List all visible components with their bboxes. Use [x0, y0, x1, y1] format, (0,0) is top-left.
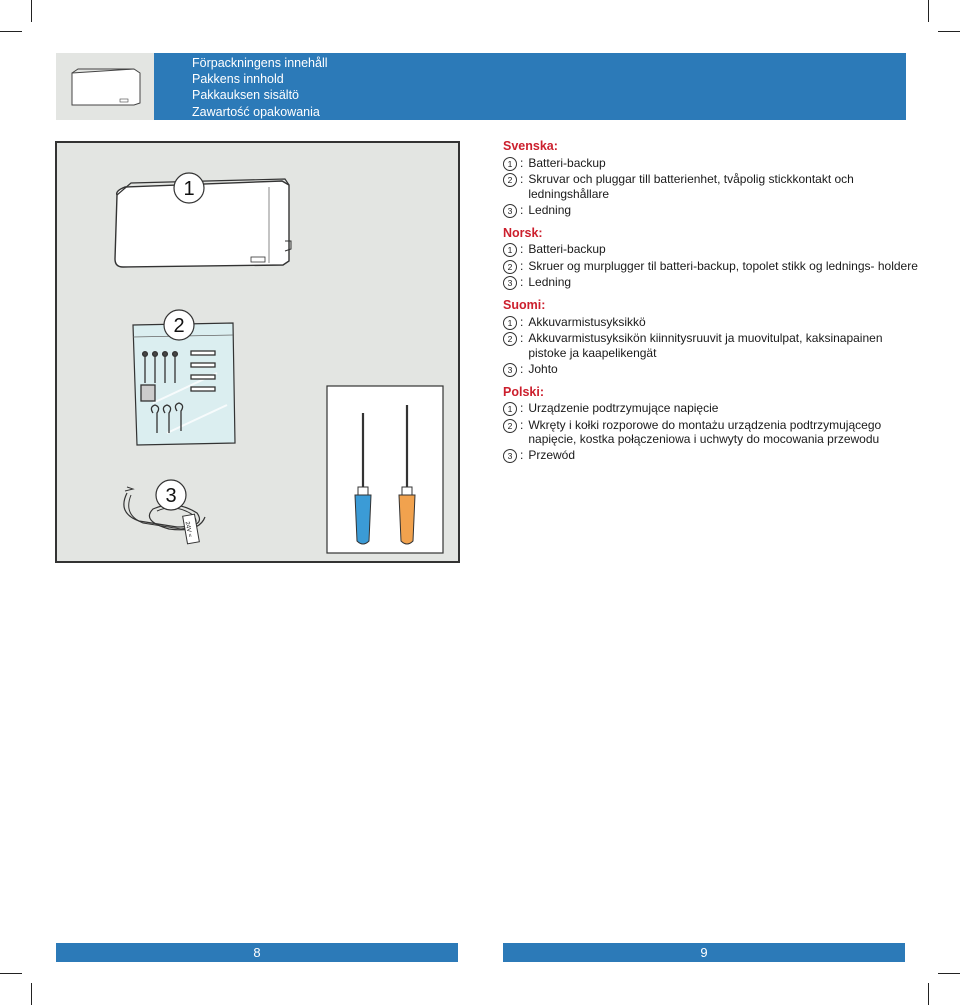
footer-bar-left — [56, 943, 458, 962]
section-finnish — [503, 298, 923, 377]
crop-mark — [928, 0, 929, 22]
crop-mark — [938, 973, 960, 974]
item-text: Akkuvarmistusyksikkö — [528, 314, 646, 329]
crop-mark — [31, 0, 32, 22]
item-separator: : — [520, 314, 524, 329]
item-number-badge: 3 — [503, 449, 517, 463]
list-item — [503, 362, 923, 377]
item-number-badge: 2 — [503, 260, 517, 274]
cable-tag-label: 24V = — [183, 521, 193, 538]
item-number-badge: 2 — [503, 173, 517, 187]
section-swedish — [503, 139, 923, 218]
item-separator: : — [520, 242, 524, 256]
language-heading: Polski: — [503, 384, 544, 399]
crop-mark — [928, 983, 929, 1005]
list-item — [503, 172, 923, 201]
list-item — [503, 203, 923, 218]
list-item — [503, 156, 923, 171]
section-polish — [503, 385, 923, 464]
page-number-right: 9 — [700, 945, 708, 960]
item-text: Skruvar och pluggar till batterienhet, tvåpolig stickkontakt och ledningshållare — [528, 172, 854, 201]
section-header — [154, 53, 906, 120]
item-separator: : — [520, 275, 524, 289]
list-item — [503, 418, 923, 447]
header-thumbnail — [56, 53, 154, 120]
section-title-norwegian: Pakkens innhold — [192, 72, 284, 87]
package-contents-drawing — [57, 143, 458, 561]
item-separator: : — [520, 401, 524, 415]
crop-mark — [0, 973, 22, 974]
list-item — [503, 331, 923, 360]
item-separator: : — [520, 361, 524, 376]
battery-unit-thumbnail-icon — [56, 53, 154, 120]
section-title-swedish: Förpackningens innehåll — [192, 56, 328, 70]
section-title-finnish: Pakkauksen sisältö — [192, 88, 300, 103]
item-number-badge: 3 — [503, 363, 517, 377]
item-separator: : — [520, 172, 524, 186]
list-item — [503, 259, 923, 274]
item-text: Akkuvarmistusyksikön kiinnitysruuvit ja muovitulpat, kaksinapainen pistoke ja kaapelikengät — [528, 331, 883, 360]
item-text: Ledning — [528, 202, 572, 217]
callout-label-2: 2 — [173, 315, 185, 337]
item-text: Przewód — [528, 448, 576, 462]
item-text: Johto — [528, 361, 558, 376]
item-separator: : — [520, 448, 524, 462]
item-separator: : — [520, 331, 524, 345]
item-text: Urządzenie podtrzymujące napięcie — [528, 401, 719, 415]
item-number-badge: 2 — [503, 332, 517, 346]
list-item — [503, 315, 923, 330]
crop-mark — [938, 31, 960, 32]
item-number-badge: 3 — [503, 204, 517, 218]
item-text: Batteri-backup — [528, 242, 606, 256]
section-title-list — [192, 55, 328, 120]
list-item — [503, 275, 923, 290]
list-item — [503, 401, 923, 416]
item-separator: : — [520, 202, 524, 217]
language-heading: Norsk: — [503, 225, 543, 240]
list-item — [503, 242, 923, 257]
item-text: Batteri-backup — [528, 155, 606, 170]
language-heading: Suomi: — [503, 298, 546, 312]
callout-label-1: 1 — [183, 178, 195, 200]
section-norwegian — [503, 226, 923, 291]
item-number-badge: 1 — [503, 243, 517, 257]
crop-mark — [31, 983, 32, 1005]
screwdriver-panel — [327, 386, 443, 553]
item-number-badge: 1 — [503, 157, 517, 171]
page-number-left: 8 — [253, 945, 261, 960]
callout-label-3: 3 — [165, 485, 177, 507]
item-number-badge: 1 — [503, 402, 517, 416]
list-item — [503, 448, 923, 463]
footer-bar-right — [503, 943, 905, 962]
item-number-badge: 2 — [503, 419, 517, 433]
item-number-badge: 3 — [503, 276, 517, 290]
crop-mark — [0, 31, 22, 32]
package-contents-illustration — [55, 141, 460, 563]
item-separator: : — [520, 258, 524, 273]
item-separator: : — [520, 155, 524, 170]
item-text: Ledning — [528, 275, 572, 289]
fasteners-bag — [133, 323, 235, 445]
language-heading: Svenska: — [503, 139, 558, 153]
item-text: Skruer og murplugger til batteri-backup, topolet stikk og lednings- holdere — [528, 258, 918, 273]
section-title-polish: Zawartość opakowania — [192, 104, 320, 119]
item-number-badge: 1 — [503, 316, 517, 330]
item-text: Wkręty i kołki rozporowe do montażu urządzenia podtrzymującego napięcie, kostka połączeniowa i uchwyty do mocowania przewodu — [528, 417, 882, 446]
item-separator: : — [520, 417, 524, 432]
contents-list — [503, 139, 923, 463]
